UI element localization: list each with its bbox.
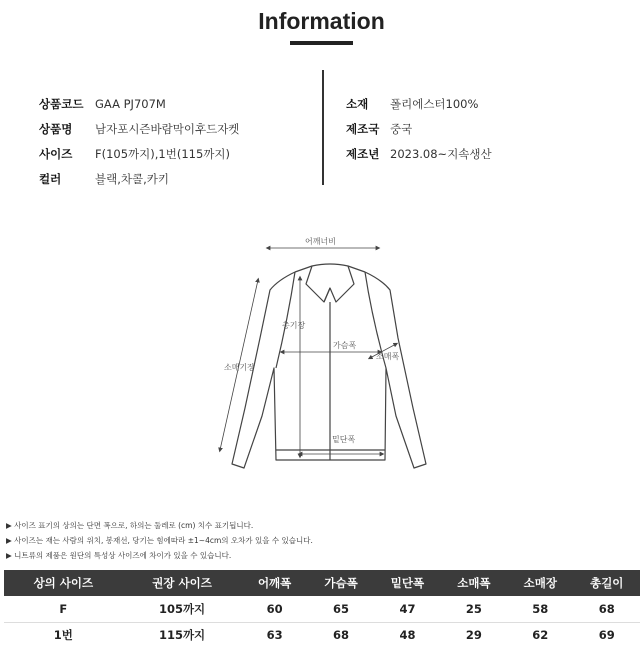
- jacket-measurement-diagram: [200, 228, 460, 478]
- info-label: 소재: [346, 96, 369, 111]
- title-underline: [290, 41, 353, 45]
- product-info-right: [346, 91, 492, 166]
- table-cell: 25: [441, 596, 507, 622]
- info-label: 상품코드: [39, 96, 84, 111]
- column-header: 소매장: [507, 570, 573, 596]
- page-title: Information: [258, 8, 385, 34]
- info-label: 사이즈: [39, 146, 73, 161]
- info-label: 컬러: [39, 171, 62, 186]
- table-cell: 47: [374, 596, 440, 622]
- table-cell: 60: [241, 596, 307, 622]
- info-value: 남자포시즌바람막이후드자켓: [95, 121, 240, 136]
- info-label: 제조국: [346, 121, 380, 136]
- table-cell: 105까지: [123, 596, 242, 622]
- table-cell: 68: [574, 596, 640, 622]
- label-sleeve-width: 소매폭: [376, 352, 400, 361]
- table-cell: 48: [374, 622, 440, 648]
- note-item: ▶ 니트류의 제품은 원단의 특성상 사이즈에 차이가 있을 수 있습니다.: [6, 551, 232, 560]
- info-label: 상품명: [39, 121, 73, 136]
- table-row: [4, 622, 640, 648]
- table-cell: 115까지: [123, 622, 242, 648]
- column-header: 총길이: [574, 570, 640, 596]
- column-header: 밑단폭: [374, 570, 440, 596]
- column-header: 상의 사이즈: [4, 570, 123, 596]
- jacket-outline-icon: [200, 228, 460, 478]
- label-total-length: 총기장: [282, 321, 306, 330]
- column-header: 권장 사이즈: [123, 570, 242, 596]
- label-chest: 가슴폭: [333, 341, 357, 350]
- info-row-country: [346, 116, 492, 141]
- info-row-product-code: [39, 91, 239, 116]
- column-header: 소매폭: [441, 570, 507, 596]
- size-table: [4, 570, 640, 648]
- label-sleeve-length: 소매기장: [224, 363, 255, 372]
- info-value: 블랙,차콜,카키: [95, 171, 169, 186]
- info-label: 제조년: [346, 146, 380, 161]
- table-cell: 58: [507, 596, 573, 622]
- table-cell: 29: [441, 622, 507, 648]
- column-header: 가슴폭: [308, 570, 374, 596]
- info-row-product-name: [39, 116, 239, 141]
- info-value: F(105까지),1번(115까지): [95, 146, 230, 161]
- table-cell: 65: [308, 596, 374, 622]
- table-cell: 68: [308, 622, 374, 648]
- table-cell: F: [4, 596, 123, 622]
- info-value: 폴리에스터100%: [390, 96, 479, 111]
- info-value: GAA PJ707M: [95, 96, 166, 111]
- info-divider: [322, 70, 324, 185]
- note-item: ▶ 사이즈 표기의 상의는 단면 폭으로, 하의는 둘레로 (cm) 치수 표기됩니다.: [6, 521, 254, 530]
- table-row: [4, 596, 640, 622]
- column-header: 어깨폭: [241, 570, 307, 596]
- label-shoulder: 어깨너비: [305, 237, 336, 246]
- info-row-size: [39, 141, 239, 166]
- info-row-material: [346, 91, 492, 116]
- table-cell: 69: [574, 622, 640, 648]
- size-notes: [6, 518, 313, 563]
- table-header-row: [4, 570, 640, 596]
- table-cell: 63: [241, 622, 307, 648]
- note-item: ▶ 사이즈는 재는 사람의 위치, 봉재선, 당기는 힘에따라 ±1~4cm의 오차가 있을 수 있습니다.: [6, 536, 313, 545]
- table-cell: 62: [507, 622, 573, 648]
- table-cell: 1번: [4, 622, 123, 648]
- info-value: 2023.08~지속생산: [390, 146, 492, 161]
- info-value: 중국: [390, 121, 413, 136]
- product-info-left: [39, 91, 239, 191]
- info-row-color: [39, 166, 239, 191]
- label-hem: 밑단폭: [332, 435, 356, 444]
- info-row-manufacture-date: [346, 141, 492, 166]
